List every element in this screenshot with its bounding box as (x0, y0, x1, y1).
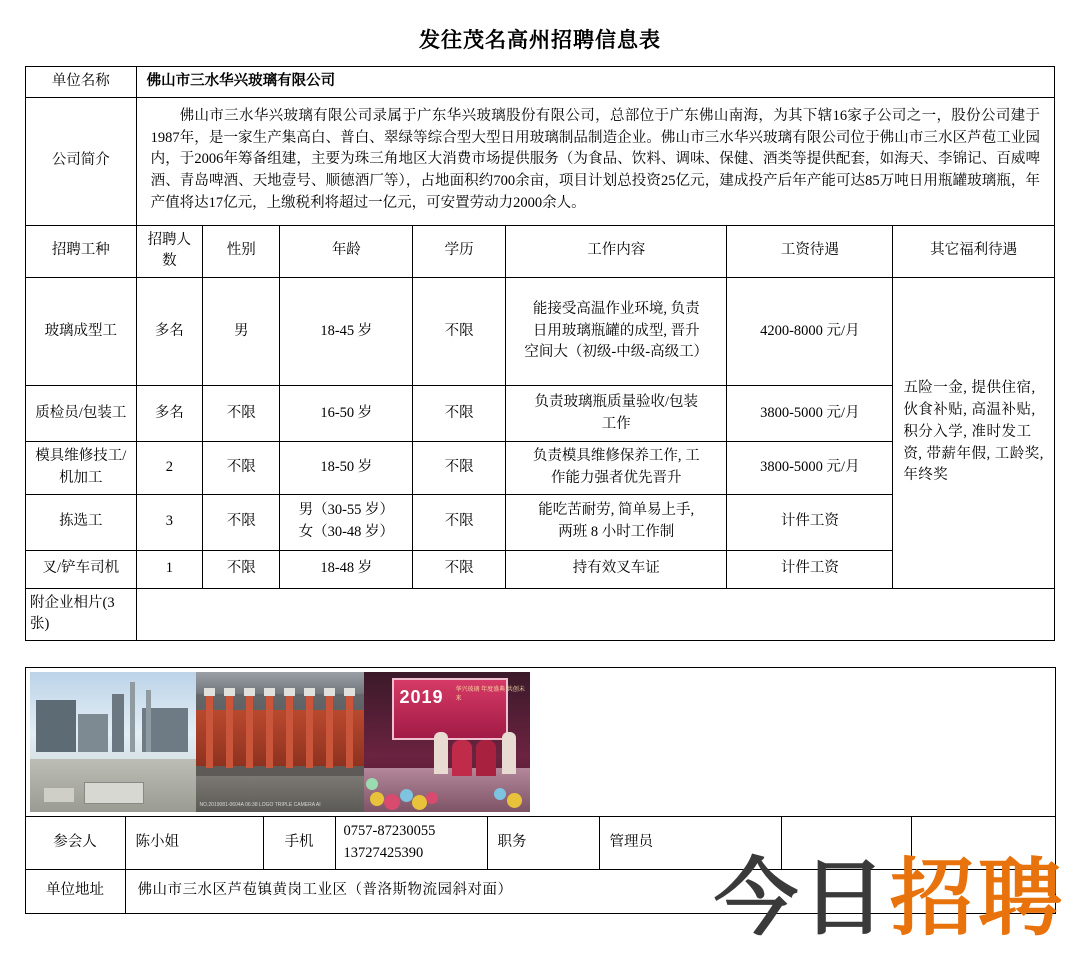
job-salary: 4200-8000 元/月 (727, 278, 893, 386)
job-title: 质检员/包装工 (26, 386, 137, 442)
job-count: 多名 (136, 278, 202, 386)
job-gender: 不限 (203, 442, 280, 495)
table-row-profile (26, 97, 1055, 225)
job-content-line2: 工作 (601, 415, 631, 432)
annual-party-photo (364, 672, 530, 812)
unit-name-label: 单位名称 (26, 67, 137, 98)
job-content (506, 386, 727, 442)
table-row-job (26, 278, 1055, 386)
job-education: 不限 (413, 494, 506, 550)
job-salary: 计件工资 (727, 550, 893, 588)
job-gender: 男 (203, 278, 280, 386)
job-content (506, 494, 727, 550)
job-salary: 3800-5000 元/月 (727, 386, 893, 442)
job-salary: 3800-5000 元/月 (727, 442, 893, 495)
header-education: 学历 (413, 225, 506, 278)
job-count: 多名 (136, 386, 202, 442)
job-education: 不限 (413, 278, 506, 386)
mobile-value-line2: 13727425390 (343, 844, 424, 861)
photo-watermark-text: NO.2019081-0604A 06:38 LOGO TRIPLE CAMERA AI (199, 801, 321, 808)
job-title: 模具维修技工/机加工 (26, 442, 137, 495)
job-age: 18-50 岁 (280, 442, 413, 495)
address-value: 佛山市三水区芦苞镇黄岗工业区（普洛斯物流园斜对面） (125, 869, 1055, 913)
header-benefits: 其它福利待遇 (893, 225, 1055, 278)
job-content (506, 442, 727, 495)
header-gender: 性别 (203, 225, 280, 278)
job-education: 不限 (413, 386, 506, 442)
profile-text: 佛山市三水华兴玻璃有限公司录属于广东华兴玻璃股份有限公司，总部位于广东佛山南海，为其下辖16家子公司之一，股份公司建于1987年，是一家生产集高白、普白、翠绿等综合型大型日用玻璃制品制造企业。佛山市三水华兴玻璃有限公司位于佛山市三水区芦苞工业园内，于2006年筹备组建，主要为珠三角地区大消费市场提供服务（为食品、饮料、调味、保健、酒类等提供配套，如海天、李锦记、百威啤酒、青岛啤酒、天地壹号、顺德酒厂等），占地面积约700余亩，项目计划总投资25亿元，建成投产后年产能可达85万吨日用瓶罐玻璃瓶，年产值将达17亿元，上缴税利将超过一亿元，可安置劳动力2000余人。 (150, 107, 1040, 211)
company-photos (25, 668, 1055, 817)
attendee-value: 陈小姐 (125, 817, 263, 870)
party-year-text: 2019 (399, 687, 444, 707)
unit-name-value: 佛山市三水华兴玻璃有限公司 (136, 67, 1054, 98)
job-count: 3 (136, 494, 202, 550)
job-title: 玻璃成型工 (26, 278, 137, 386)
job-count: 1 (136, 550, 202, 588)
job-content-line2: 两班 8 小时工作制 (558, 524, 675, 540)
table-row-contact (25, 817, 1055, 870)
header-job: 招聘工种 (26, 225, 137, 278)
job-age: 18-45 岁 (280, 278, 413, 386)
header-count: 招聘人数 (136, 225, 202, 278)
job-age: 18-48 岁 (280, 550, 413, 588)
page-title: 发往茂名高州招聘信息表 (419, 28, 661, 52)
attendee-label: 参会人 (25, 817, 125, 870)
party-caption-text: 华兴玻璃 年度盛典 共创未来 (455, 687, 525, 702)
header-salary: 工资待遇 (727, 225, 893, 278)
watermark-part1: 今日 (713, 851, 890, 945)
header-content: 工作内容 (506, 225, 727, 278)
position-label: 职务 (487, 817, 599, 870)
footer-blank-1 (781, 817, 911, 870)
job-gender: 不限 (203, 494, 280, 550)
table-row-unit-name (26, 67, 1055, 98)
job-age: 16-50 岁 (280, 386, 413, 442)
table-header-row (26, 225, 1055, 278)
footer-blank-2 (911, 817, 1055, 870)
benefits-text: 五险一金, 提供住宿, 伙食补贴, 高温补贴, 积分入学, 准时发工资, 带薪年假, 工龄奖, 年终奖 (893, 278, 1055, 589)
job-education: 不限 (413, 550, 506, 588)
job-title: 拣选工 (26, 494, 137, 550)
footer-table (25, 667, 1056, 914)
job-age-line1: 男（30-55 岁） (298, 502, 395, 519)
recruitment-table (25, 66, 1055, 641)
job-content (506, 278, 727, 386)
job-title: 叉/铲车司机 (26, 550, 137, 588)
job-content: 持有效叉车证 (506, 550, 727, 588)
table-row-address (25, 869, 1055, 913)
job-content-line3: 空间大（初级-中级-高级工） (524, 344, 709, 361)
job-count: 2 (136, 442, 202, 495)
job-gender: 不限 (203, 386, 280, 442)
job-age-line2: 女（30-48 岁） (298, 524, 395, 540)
job-content-line1: 负责模具维修保养工作, 工 (532, 448, 700, 464)
job-gender: 不限 (203, 550, 280, 588)
job-content-line1: 能接受高温作业环境, 负责 (532, 300, 700, 317)
position-value: 管理员 (599, 817, 781, 870)
address-label: 单位地址 (25, 869, 125, 913)
job-content-line1: 能吃苦耐劳, 简单易上手, (538, 502, 695, 519)
job-content-line2: 作能力强者优先晋升 (550, 469, 682, 486)
production-line-photo (196, 672, 364, 812)
photos-strip (30, 672, 530, 812)
job-salary: 计件工资 (727, 494, 893, 550)
profile-text-cell (136, 97, 1054, 225)
table-row-photos (25, 668, 1055, 817)
job-education: 不限 (413, 442, 506, 495)
job-age (280, 494, 413, 550)
mobile-value-line1: 0757-87230055 (343, 823, 436, 839)
profile-label: 公司简介 (26, 97, 137, 225)
table-row-photos-label (26, 588, 1055, 641)
header-age: 年龄 (280, 225, 413, 278)
mobile-value (335, 817, 487, 870)
job-content-line1: 负责玻璃瓶质量验收/包装 (534, 393, 698, 410)
mobile-label: 手机 (263, 817, 335, 870)
factory-exterior-photo (30, 672, 196, 812)
job-content-line2: 日用玻璃瓶罐的成型, 晋升 (532, 322, 700, 339)
watermark-part2: 招聘 (889, 851, 1066, 945)
photos-label-blank (136, 588, 1054, 641)
photos-label: 附企业相片(3张) (26, 588, 137, 641)
